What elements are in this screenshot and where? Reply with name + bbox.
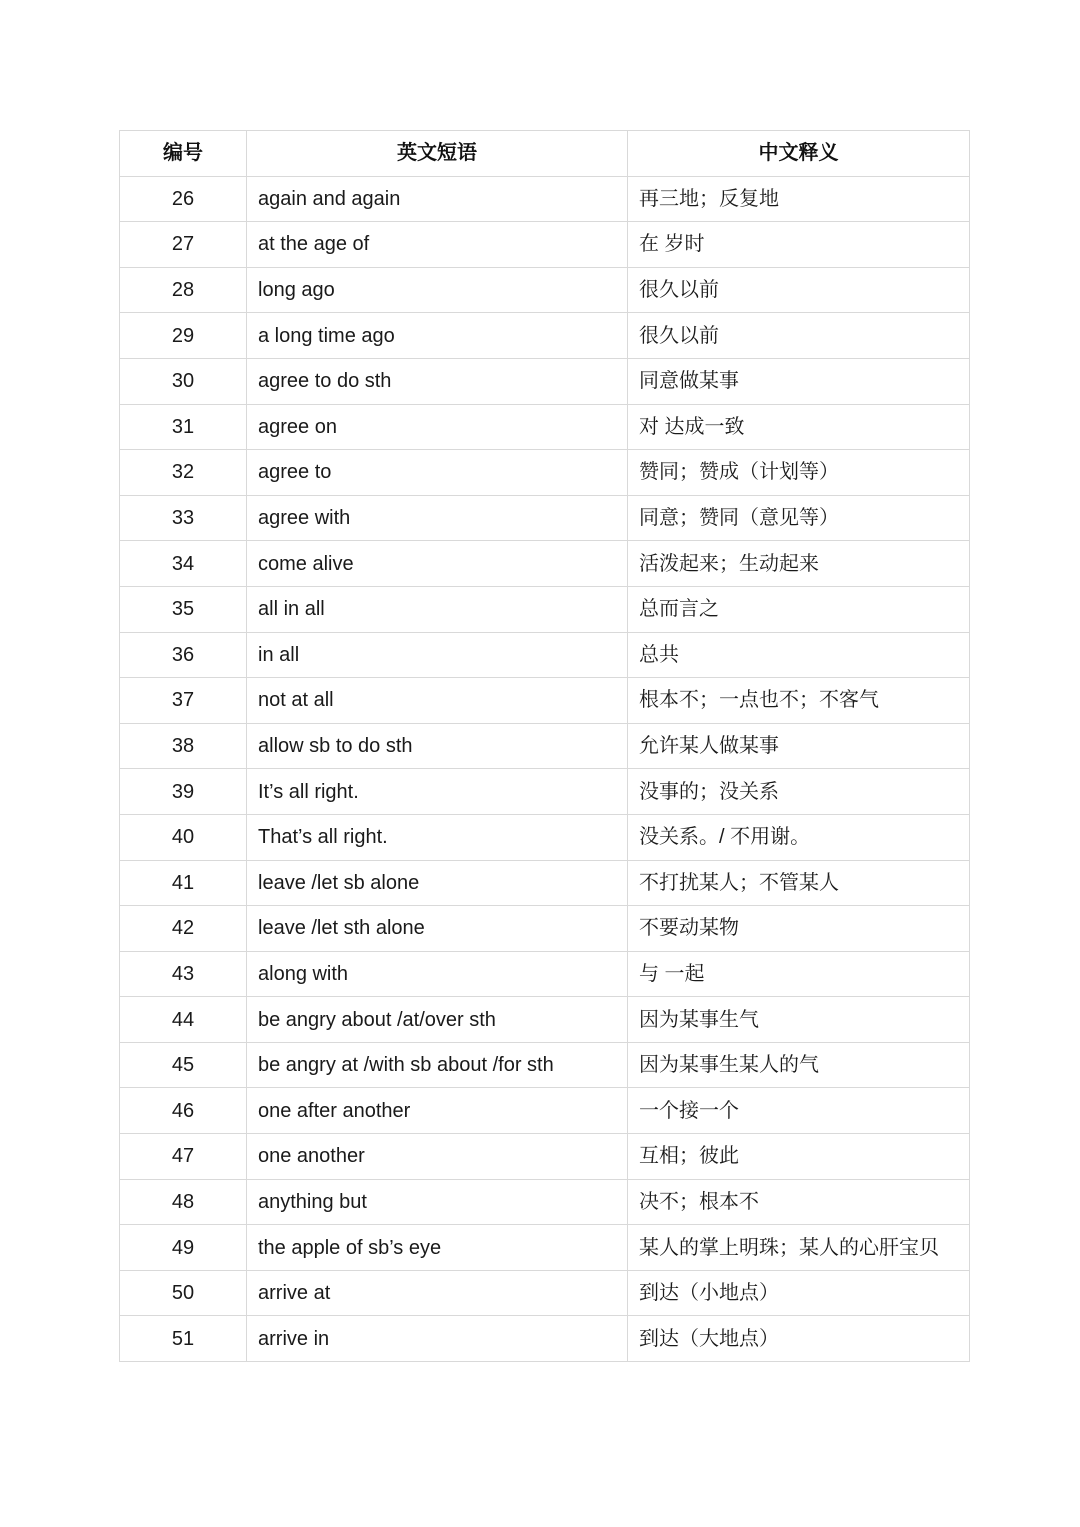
cell-number: 34 [120, 541, 247, 587]
cell-number: 26 [120, 176, 247, 222]
cell-number: 46 [120, 1088, 247, 1134]
cell-english-phrase: along with [247, 951, 628, 997]
table-row [120, 1042, 970, 1088]
cell-chinese-meaning: 没关系。/ 不用谢。 [628, 814, 970, 860]
cell-chinese-meaning: 不打扰某人；不管某人 [628, 860, 970, 906]
table-row [120, 1316, 970, 1362]
cell-chinese-meaning: 因为某事生气 [628, 997, 970, 1043]
cell-number: 38 [120, 723, 247, 769]
cell-number: 50 [120, 1270, 247, 1316]
cell-english-phrase: in all [247, 632, 628, 678]
cell-english-phrase: leave /let sb alone [247, 860, 628, 906]
cell-chinese-meaning: 很久以前 [628, 267, 970, 313]
cell-number: 45 [120, 1042, 247, 1088]
cell-number: 51 [120, 1316, 247, 1362]
cell-chinese-meaning: 互相；彼此 [628, 1134, 970, 1180]
cell-number: 30 [120, 358, 247, 404]
cell-number: 40 [120, 814, 247, 860]
cell-english-phrase: the apple of sb’s eye [247, 1225, 628, 1271]
table-row [120, 1179, 970, 1225]
cell-number: 47 [120, 1134, 247, 1180]
table-row [120, 267, 970, 313]
table-row [120, 1134, 970, 1180]
table-row [120, 769, 970, 815]
table-row [120, 495, 970, 541]
cell-chinese-meaning: 因为某事生某人的气 [628, 1042, 970, 1088]
cell-english-phrase: again and again [247, 176, 628, 222]
cell-chinese-meaning: 活泼起来；生动起来 [628, 541, 970, 587]
cell-chinese-meaning: 同意做某事 [628, 358, 970, 404]
cell-number: 39 [120, 769, 247, 815]
cell-english-phrase: It’s all right. [247, 769, 628, 815]
cell-english-phrase: arrive in [247, 1316, 628, 1362]
cell-english-phrase: anything but [247, 1179, 628, 1225]
phrase-table [119, 130, 970, 1362]
header-english-phrase: 英文短语 [247, 131, 628, 177]
cell-number: 27 [120, 222, 247, 268]
cell-english-phrase: long ago [247, 267, 628, 313]
cell-number: 28 [120, 267, 247, 313]
cell-chinese-meaning: 到达（小地点） [628, 1270, 970, 1316]
cell-english-phrase: agree to do sth [247, 358, 628, 404]
table-row [120, 814, 970, 860]
cell-english-phrase: arrive at [247, 1270, 628, 1316]
cell-english-phrase: all in all [247, 586, 628, 632]
cell-chinese-meaning: 不要动某物 [628, 906, 970, 952]
cell-english-phrase: agree on [247, 404, 628, 450]
cell-english-phrase: agree with [247, 495, 628, 541]
table-row [120, 541, 970, 587]
header-number: 编号 [120, 131, 247, 177]
cell-number: 44 [120, 997, 247, 1043]
cell-english-phrase: not at all [247, 678, 628, 724]
cell-english-phrase: agree to [247, 450, 628, 496]
cell-chinese-meaning: 在 岁时 [628, 222, 970, 268]
cell-number: 49 [120, 1225, 247, 1271]
table-row [120, 1270, 970, 1316]
table-row [120, 723, 970, 769]
table-row [120, 313, 970, 359]
table-row [120, 586, 970, 632]
table-row [120, 997, 970, 1043]
cell-number: 31 [120, 404, 247, 450]
cell-chinese-meaning: 再三地；反复地 [628, 176, 970, 222]
cell-number: 35 [120, 586, 247, 632]
table-row [120, 678, 970, 724]
cell-chinese-meaning: 到达（大地点） [628, 1316, 970, 1362]
cell-number: 41 [120, 860, 247, 906]
cell-english-phrase: at the age of [247, 222, 628, 268]
cell-number: 29 [120, 313, 247, 359]
table-row [120, 860, 970, 906]
cell-chinese-meaning: 一个接一个 [628, 1088, 970, 1134]
cell-number: 42 [120, 906, 247, 952]
table-row [120, 632, 970, 678]
table-row [120, 951, 970, 997]
cell-english-phrase: be angry about /at/over sth [247, 997, 628, 1043]
table-body [120, 176, 970, 1361]
cell-chinese-meaning: 同意；赞同（意见等） [628, 495, 970, 541]
cell-english-phrase: be angry at /with sb about /for sth [247, 1042, 628, 1088]
cell-english-phrase: leave /let sth alone [247, 906, 628, 952]
cell-chinese-meaning: 总而言之 [628, 586, 970, 632]
cell-english-phrase: That’s all right. [247, 814, 628, 860]
cell-chinese-meaning: 允许某人做某事 [628, 723, 970, 769]
cell-chinese-meaning: 某人的掌上明珠；某人的心肝宝贝 [628, 1225, 970, 1271]
cell-english-phrase: one another [247, 1134, 628, 1180]
cell-number: 33 [120, 495, 247, 541]
table-row [120, 358, 970, 404]
cell-number: 37 [120, 678, 247, 724]
cell-chinese-meaning: 很久以前 [628, 313, 970, 359]
cell-chinese-meaning: 赞同；赞成（计划等） [628, 450, 970, 496]
table-row [120, 906, 970, 952]
cell-number: 36 [120, 632, 247, 678]
cell-english-phrase: one after another [247, 1088, 628, 1134]
cell-number: 32 [120, 450, 247, 496]
header-chinese-meaning: 中文释义 [628, 131, 970, 177]
table-row [120, 1088, 970, 1134]
cell-number: 48 [120, 1179, 247, 1225]
table-row [120, 176, 970, 222]
cell-chinese-meaning: 总共 [628, 632, 970, 678]
cell-chinese-meaning: 没事的；没关系 [628, 769, 970, 815]
table-row [120, 1225, 970, 1271]
table-row [120, 404, 970, 450]
cell-english-phrase: come alive [247, 541, 628, 587]
table-header-row [120, 131, 970, 177]
cell-chinese-meaning: 对 达成一致 [628, 404, 970, 450]
cell-number: 43 [120, 951, 247, 997]
table-row [120, 450, 970, 496]
cell-english-phrase: allow sb to do sth [247, 723, 628, 769]
cell-english-phrase: a long time ago [247, 313, 628, 359]
cell-chinese-meaning: 决不；根本不 [628, 1179, 970, 1225]
table-row [120, 222, 970, 268]
cell-chinese-meaning: 根本不；一点也不；不客气 [628, 678, 970, 724]
cell-chinese-meaning: 与 一起 [628, 951, 970, 997]
